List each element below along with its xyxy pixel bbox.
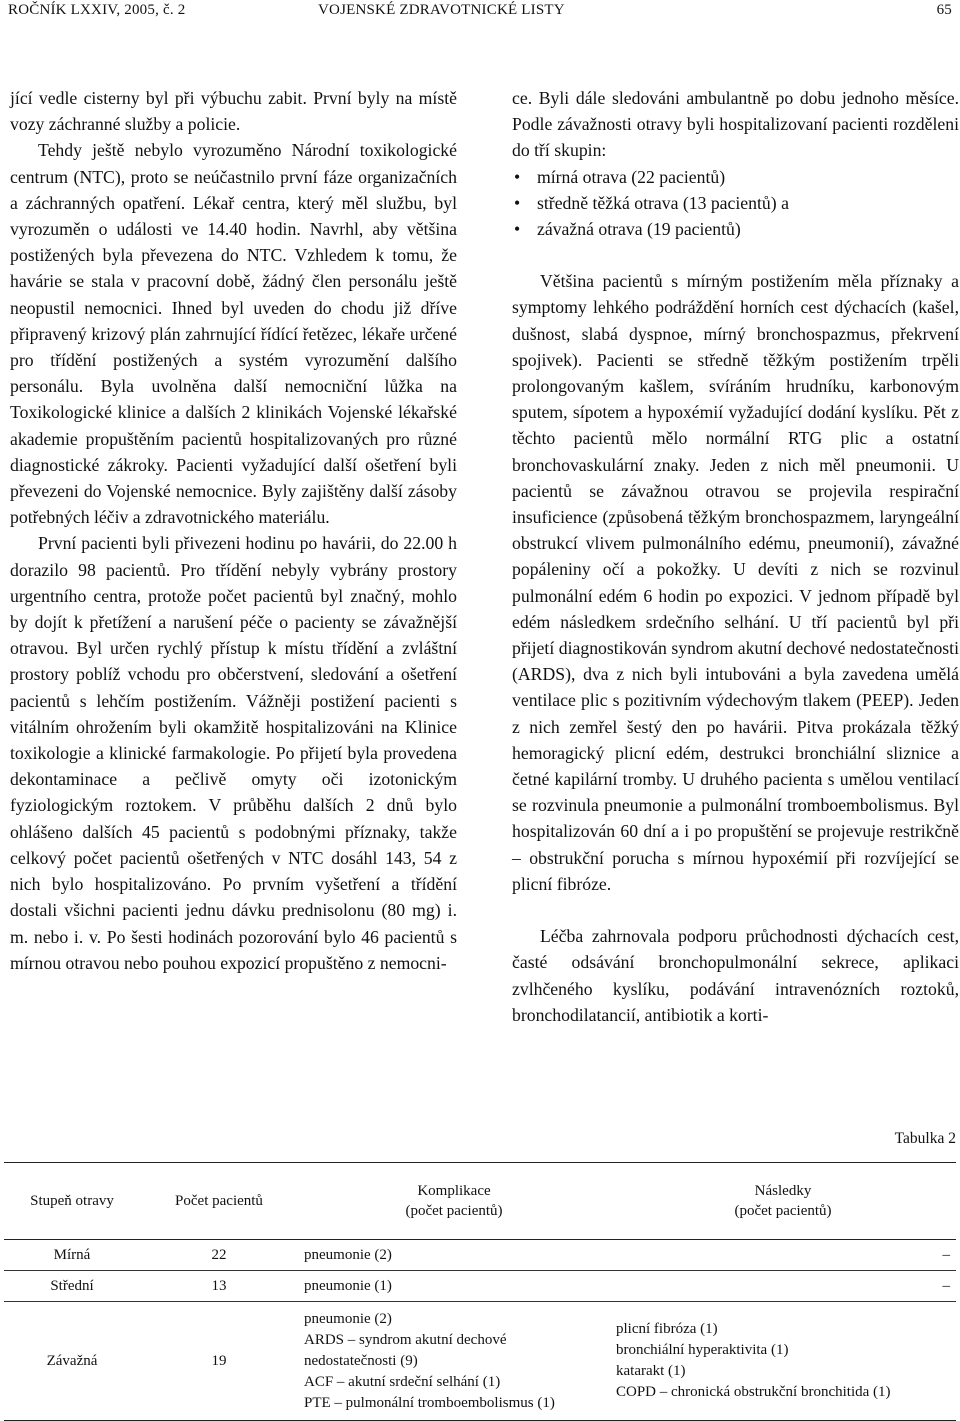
- header-line: (počet pacientů): [734, 1203, 832, 1219]
- paragraph: jící vedle cisterny byl při výbuchu zabit. První byly na místě vozy záchranné služby a policie.: [10, 88, 457, 135]
- page-number: 65: [936, 2, 952, 18]
- paragraph: Tehdy ještě nebylo vyrozuměno Národní toxikologické centrum (NTC), proto se neúčastnilo první fáze organizačních a záchranných opatření. Lékař centra, který měl službu, byl vyrozuměn o události ve 14.40 hodin. Navrhl, aby většina postižených byla převezena do NTC. Vzhledem k tomu, že havárie se stala v pracovní době, žádný člen personálu ještě neopustil nemocnici. Ihned byl uveden do chodu již dříve připravený krizový plán zahrnující řídící řetězec, lékaře určené pro třídění postižených a systém vyrozumění dalšího personálu. Byla uvolněna další nemocniční lůžka na Toxikologické klinice a dalších 2 klinikách Vojenské lékařské akademie propuštěním pacientů hospitalizovaných pro různé diagnostické zákroky. Pacienti vyžadující další ošetření byli převezeni do Vojenské nemocnice. Byly zajištěny další zásoby potřebných léčiv a zdravotnického materiálu.: [10, 140, 457, 528]
- cell-complications: pneumonie (2): [298, 1240, 610, 1271]
- cell-complications: pneumonie (1): [298, 1271, 610, 1302]
- paragraph: ce. Byli dále sledováni ambulantně po dobu jednoho měsíce. Podle závažnosti otravy byli hospitalizovaní pacienti rozděleni do tří skupin:: [512, 88, 959, 161]
- list-item: • závažná otrava (19 pacientů): [512, 216, 959, 242]
- severity-list: [512, 164, 959, 243]
- cell-line: pneumonie (2): [304, 1310, 392, 1327]
- cell-complications: [298, 1302, 610, 1421]
- paragraph: Léčba zahrnovala podporu průchodnosti dýchacích cest, časté odsávání bronchopulmonální sekrece, aplikaci zvlhčeného kyslíku, podávání intravenózních roztoků, bronchodilatancií, antibiotik a korti-: [512, 926, 959, 1025]
- right-column: [512, 85, 959, 1028]
- cell-sequelae: [610, 1302, 956, 1421]
- table-row: [4, 1271, 956, 1302]
- col-header-count: Počet pacientů: [140, 1163, 298, 1240]
- header-line: (počet pacientů): [405, 1203, 503, 1219]
- paragraph: Většina pacientů s mírným postižením měla příznaky a symptomy lehkého podráždění horních cest dýchacích (kašel, dušnost, slabá dyspnoe, mírný bronchospazmus, překrvení spojivek). Pacienti se středně těžkým postižením trpěli prolongovaným kašlem, svíráním hrudníku, karbonovým sputem, sípotem a hypoxémií vyžadující dodání kyslíku. Pět z těchto pacientů mělo normální RTG plic a ostatní bronchovaskulární znaky. Jeden z nich měl pneumonii. U pacientů se závažnou otravou se projevila respirační insuficience (způsobená těžkým bronchospazmem, laryngeální obstrukcí vlivem pulmonálního edému, pneumonií), závažné popáleniny očí a pokožky. U devíti z nich se rozvinul pulmonální edém 6 hodin po expozici. V jednom případě byl edém následkem srdečního selhání. U tří pacientů byl při přijetí diagnostikován syndrom akutní dechové nedostatečnosti (ARDS), dva z nich byli intubováni a byla zavedena umělá ventilace plic s pozitivním výdechovým tlakem (PEEP). Jeden z nich zemřel šestý den po havárii. Pitva prokázala těžký hemoragický plicní edém, destrukci bronchiální sliznice a četné kapilární tromby. U druhého pacienta s umělou ventilací se rozvinula pneumonie a pulmonální tromboembolismus. Byl hospitalizován 60 dní a i po propuštění se projevuje restrikčně – obstrukční porucha s mírnou hypoxémií při rozvíjející se plicní fibróze.: [512, 271, 959, 894]
- list-item: • středně těžká otrava (13 pacientů) a: [512, 190, 959, 216]
- cell-line: nedostatečnosti (9): [304, 1352, 418, 1369]
- data-table: [4, 1162, 956, 1421]
- left-column: [10, 85, 457, 976]
- cell-line: ACF – akutní srdeční selhání (1): [304, 1373, 501, 1390]
- cell-count: 13: [140, 1271, 298, 1302]
- cell-count: 22: [140, 1240, 298, 1271]
- page-header: [0, 2, 960, 26]
- cell-sequelae: –: [610, 1240, 956, 1271]
- header-line: Komplikace: [417, 1183, 491, 1199]
- cell-line: PTE – pulmonální tromboembolismus (1): [304, 1394, 555, 1411]
- journal-title: VOJENSKÉ ZDRAVOTNICKÉ LISTY: [318, 2, 565, 18]
- journal-volume: ROČNÍK LXXIV, 2005, č. 2: [8, 2, 186, 18]
- col-header-severity: Stupeň otravy: [4, 1163, 140, 1240]
- cell-severity: Závažná: [4, 1302, 140, 1421]
- cell-severity: Mírná: [4, 1240, 140, 1271]
- table-caption: Tabulka 2: [894, 1130, 956, 1147]
- cell-sequelae: –: [610, 1271, 956, 1302]
- list-item: • mírná otrava (22 pacientů): [512, 164, 959, 190]
- table-row: [4, 1240, 956, 1271]
- cell-severity: Střední: [4, 1271, 140, 1302]
- header-line: Následky: [754, 1183, 812, 1199]
- cell-line: COPD – chronická obstrukční bronchitida (1): [616, 1384, 891, 1400]
- cell-line: katarakt (1): [616, 1363, 686, 1379]
- col-header-complications: [298, 1163, 610, 1240]
- cell-count: 19: [140, 1302, 298, 1421]
- table-row: [4, 1302, 956, 1421]
- cell-line: ARDS – syndrom akutní dechové: [304, 1331, 507, 1348]
- paragraph: První pacienti byli přivezeni hodinu po havárii, do 22.00 h dorazilo 98 pacientů. Pro třídění nebyly vybrány prostory urgentního centra, protože počet pacientů byl značný, mohlo by dojít k přetížení a narušení péče o pacienty se závažnější otravou. Byl určen rychlý přístup k místu třídění a zvláštní prostory poblíž vchodu pro občerstvení, sledování a ošetření pacientů s lehčím postižením. Vážněji postižení pacienti s vitálním ohrožením byli okamžitě hospitalizováni na Klinice toxikologie a klinické farmakologie. Po přijetí byla provedena dekontaminace a pečlivě omyty oči izotonickým fyziologickým roztokem. V průběhu dalších 2 dnů bylo ohlášeno dalších 45 pacientů s podobnými příznaky, takže celkový počet pacientů ošetřených v NTC dosáhl 143, 54 z nich bylo hospitalizováno. Po prvním vyšetření a třídění dostali všichni pacienti jednu dávku prednisolonu (80 mg) i. m. nebo i. v. Po šesti hodinách pozorování bylo 46 pacientů s mírnou otravou nebo pouhou expozicí propuštěno z nemocni-: [10, 533, 457, 973]
- table-header-row: [4, 1163, 956, 1240]
- col-header-sequelae: [610, 1163, 956, 1240]
- cell-line: bronchiální hyperaktivita (1): [616, 1342, 789, 1358]
- cell-line: plicní fibróza (1): [616, 1321, 718, 1337]
